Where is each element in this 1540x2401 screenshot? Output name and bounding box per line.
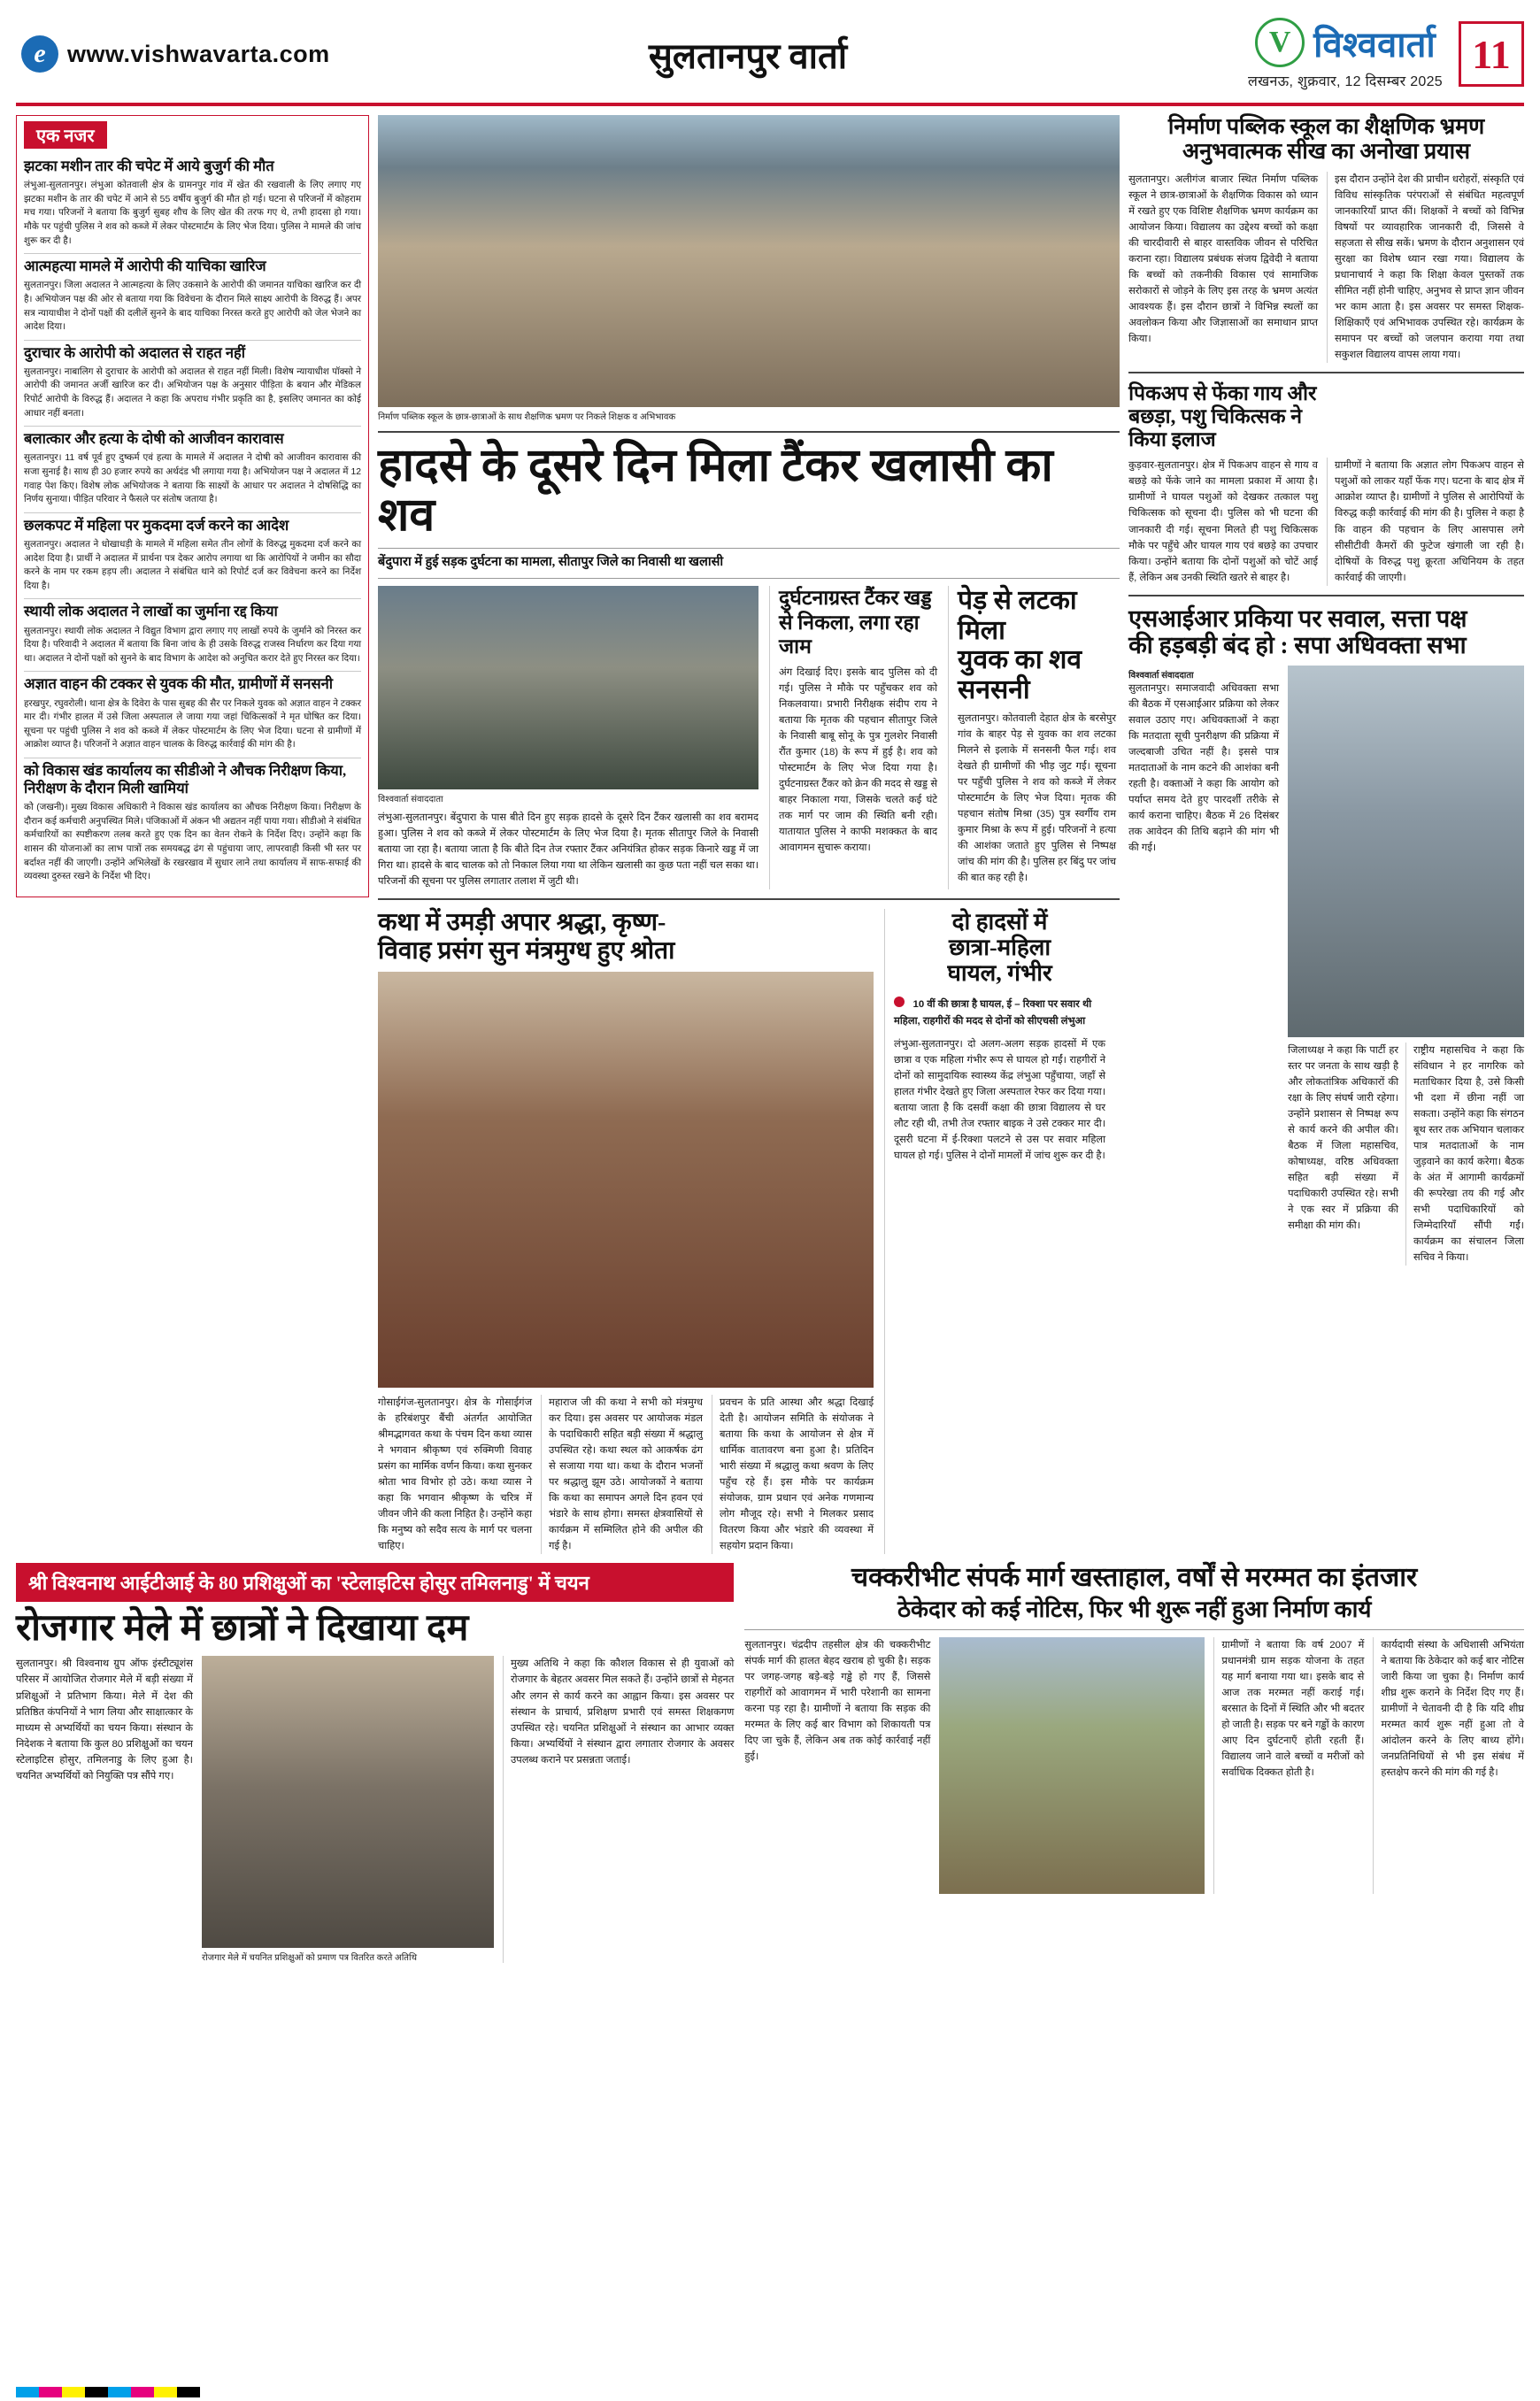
katha-photo <box>378 972 874 1388</box>
page-number: 11 <box>1459 21 1524 87</box>
accident-headline-1: दो हादसों में <box>951 909 1048 935</box>
bullet-icon <box>894 997 905 1007</box>
hanging-headline-3: सनसनी <box>958 674 1030 704</box>
cow-body-col1: कुड़वार-सुलतानपुर। क्षेत्र में पिकअप वाहन से गाय व बछड़े को फेंके जाने का मामला प्रकाश में आया है। ग्रामीणों ने घायल पशुओं को देखकर तत्काल पशु चिकित्सक को सूचना दी। पुलिस को भी घटना की जानकारी दी गई। सूचना मिलते ही पशु चिकित्सक मौके पर पहुँचे और घायल गाय एवं बछड़े का उपचार किया। उन्होंने बताया कि दोनों पशुओं को चोटें आई हैं, लेकिन अब उनकी स्थिति खतरे से बाहर है। <box>1128 460 1319 583</box>
tanker-headline: हादसे के दूसरे दिन मिला टैंकर खलासी का शव <box>378 441 1053 542</box>
masthead-right <box>1064 18 1524 90</box>
school-body-col1: सुलतानपुर। अलीगंज बाजार स्थित निर्माण पब्लिक स्कूल ने छात्र-छात्राओं के शैक्षणिक विकास को ध्यान में रखते हुए एक विशिष्ट शैक्षणिक भ्रमण कार्यक्रम का आयोजन किया। विद्यालय का उद्देश्य बच्चों को कक्षा की चारदीवारी से बाहर वास्तविक जीवन से परिचित कराना रहा। विद्यालय प्रबंधक संजय द्विवेदी ने बताया कि बच्चों को तकनीकी विकास एवं सामाजिक सरोकारों से जोड़ने के लिए इस तरह के भ्रमण अत्यंत आवश्यक हैं। इस दौरान छात्रों ने विभिन्न स्थलों का अवलोकन किया और जिज्ञासाओं का समाधान प्राप्त किया। <box>1128 174 1319 345</box>
news-brief-headline: बलात्कार और हत्या के दोषी को आजीवन कारावास <box>24 430 284 448</box>
list-item <box>24 758 361 889</box>
brand-name: विश्ववार्ता <box>1313 24 1436 65</box>
photo-credit: विश्ववार्ता संवाददाता <box>1128 671 1194 681</box>
brand-logo-icon: V <box>1255 18 1305 67</box>
road-headline-2: ठेकेदार को कई नोटिस, फिर भी शुरू नहीं हुआ निर्माण कार्य <box>897 1596 1372 1622</box>
photo-caption: निर्माण पब्लिक स्कूल के छात्र-छात्राओं के साथ शैक्षणिक भ्रमण पर निकले शिक्षक व अभिभावक <box>378 412 676 422</box>
katha-body-col1: गोसाईगंज-सुलतानपुर। क्षेत्र के गोसाईगंज के हरिबंशपुर बैंची अंतर्गत आयोजित श्रीमद्भागवत कथा के पंचम दिन कथा व्यास ने भगवान श्रीकृष्ण एवं रुक्मिणी विवाह प्रसंग का मार्मिक वर्णन किया। कथा सुनकर श्रोता भाव विभोर हो उठे। कथा व्यास ने कहा कि भगवान श्रीकृष्ण के चरित्र में जीवन जीने की कला निहित है। उन्होंने कहा कि मनुष्य को सदैव सत्य के मार्ग पर चलना चाहिए। <box>378 1397 533 1552</box>
road-body-col2: ग्रामीणों ने बताया कि वर्ष 2007 में प्रधानमंत्री ग्राम सड़क योजना के तहत यह मार्ग बनाया गया था। इसके बाद से आज तक मरम्मत नहीं कराई गई। बरसात के दिनों में स्थिति और भी बदतर हो जाती है। सड़क पर बने गड्ढों के कारण आए दिन दुर्घटनाएँ होती रहती हैं। विद्यालय जाने वाले बच्चों व मरीजों को सर्वाधिक दिक्कत होती है। <box>1213 1637 1364 1894</box>
accident-bullet-text: 10 वीं की छात्रा है घायल, ई – रिक्शा पर सवार थी महिला, राहगीरों की मदद से दोनों को सीएचसी लंभुआ <box>894 998 1092 1027</box>
masthead-left <box>16 35 432 73</box>
cow-headline-3: किया इलाज <box>1128 427 1216 450</box>
site-url[interactable]: www.vishwavarta.com <box>67 40 330 67</box>
hanging-body-col1: सुलतानपुर। कोतवाली देहात क्षेत्र के बरसेपुर गांव के बाहर पेड़ से युवक का शव लटका मिलने से इलाके में सनसनी फैल गई। शव देखते ही ग्रामीणों की भीड़ जुट गई। सूचना पर पहुँची पुलिस ने शव को कब्जे में लेकर पोस्टमार्टम के लिए भेज दिया। मृतक की पहचान संतोष मिश्रा (35) पुत्र स्वर्गीय राम कुमार मिश्रा के रूप में हुई। परिजनों ने हत्या की आशंका जताते हुए पुलिस से निष्पक्ष जांच की मांग की है। पुलिस हर बिंदु पर जांच की बात कह रही है। <box>958 712 1117 883</box>
masthead <box>16 11 1524 106</box>
sir-body-col1: सुलतानपुर। समाजवादी अधिवक्ता सभा की बैठक में एसआईआर प्रक्रिया को लेकर सवाल उठाए गए। अधिवक्ताओं ने कहा कि मतदाता सूची पुनरीक्षण की प्रक्रिया में जल्दबाजी उचित नहीं है। इससे पात्र मतदाताओं के नाम कटने की आशंका बनी रहती है। वक्ताओं ने कहा कि आयोग को पर्याप्त समय देते हुए पारदर्शी तरीके से कार्य कराना चाहिए। बैठक में 26 दिसंबर तक आवेदन की तिथि बढ़ाने की मांग भी की गई। <box>1128 683 1280 854</box>
tanker-body-col2: अंग दिखाई दिए। इसके बाद पुलिस को दी गई। पुलिस ने मौके पर पहुँचकर शव को निकलवाया। प्रभारी निरीक्षक संदीप राय ने बताया कि मृतक की पहचान सीतापुर जिले के निवासी बाबू सोनू के पुत्र गुलशेर निवासी रौंत कुमार (18) के रूप में हुई है। शव को पोस्टमार्टम के लिए भेज दिया गया है। दुर्घटनाग्रस्त टैंकर को क्रेन की मदद से खड्ड से बाहर निकाला गया, जिसके चलते कई घंटे तक मार्ग पर जाम की स्थिति बनी रही। यातायात पुलिस ने काफी मशक्कत के बाद आवागमन सुचारू कराया। <box>779 666 938 854</box>
school-headline-2: अनुभवात्मक सीख का अनोखा प्रयास <box>1182 140 1471 164</box>
news-brief-headline: छलकपट में महिला पर मुकदमा दर्ज करने का आदेश <box>24 516 289 534</box>
brand-dateline: लखनऊ, शुक्रवार, 12 दिसम्बर 2025 <box>1247 74 1443 89</box>
ek-nazar-title: एक नजर <box>24 121 107 149</box>
katha-headline-1: कथा में उमड़ी अपार श्रद्धा, कृष्ण- <box>378 909 666 937</box>
column-middle <box>378 115 1120 1554</box>
news-brief-headline: झटका मशीन तार की चपेट में आये बुजुर्ग की मौत <box>24 158 274 174</box>
list-item <box>24 154 361 254</box>
list-item <box>24 254 361 341</box>
accident-body: लंभुआ-सुलतानपुर। दो अलग-अलग सड़क हादसों में एक छात्रा व एक महिला गंभीर रूप से घायल हो गईं। राहगीरों ने दोनों को सामुदायिक स्वास्थ्य केंद्र लंभुआ पहुँचाया, जहाँ से हालत गंभीर देखते हुए जिला अस्पताल रेफर कर दिया गया। बताया जाता है कि दसवीं कक्षा की छात्रा विद्यालय से घर लौट रही थी, तभी तेज रफ्तार बाइक ने उसे टक्कर मार दी। दूसरी घटना में ई-रिक्शा पलटने से उस पर सवार महिला घायल हो गई। पुलिस ने दोनों मामलों में जांच शुरू कर दी है। <box>894 1038 1106 1161</box>
page-content <box>16 115 1524 1554</box>
road-headline-1: चक्करीभीट संपर्क मार्ग खस्ताहाल, वर्षों से मरम्मत का इंतजार <box>851 1563 1418 1593</box>
promo-strip: श्री विश्वनाथ आईटीआई के 80 प्रशिक्षुओं का 'स्टेलाइटिस होसुर तमिलनाडु' में चयन <box>16 1563 734 1602</box>
masthead-center <box>432 30 1064 79</box>
news-brief-headline: आत्महत्या मामले में आरोपी की याचिका खारिज <box>24 258 266 275</box>
news-brief-headline: दुराचार के आरोपी को अदालत से राहत नहीं <box>24 343 246 361</box>
katha-body-col3: प्रवचन के प्रति आस्था और श्रद्धा दिखाई देती है। आयोजन समिति के संयोजक ने बताया कि कथा के आयोजन से क्षेत्र में धार्मिक वातावरण बना हुआ है। प्रतिदिन भारी संख्या में श्रद्धालु कथा श्रवण के लिए पहुँच रहे हैं। इस मौके पर कार्यक्रम संयोजक, ग्राम प्रधान एवं अनेक गणमान्य लोग मौजूद रहे। सभी ने मिलकर प्रसाद वितरण किया और भंडारे की व्यवस्था में सहयोग प्रदान किया। <box>712 1395 874 1554</box>
photo-credit: विश्ववार्ता संवाददाता <box>378 795 443 805</box>
road-body-col3: कार्यदायी संस्था के अधिशासी अभियंता ने बताया कि ठेकेदार को कई बार नोटिस जारी किया जा चुका है। निर्माण कार्य शीघ्र शुरू कराने के निर्देश दिए गए हैं। ग्रामीणों ने चेतावनी दी है कि यदि शीघ्र मरम्मत कार्य शुरू नहीं हुआ तो वे आंदोलन करने के लिए बाध्य होंगे। जनप्रतिनिधियों से भी इस संबंध में हस्तक्षेप करने की मांग की गई है। <box>1373 1637 1524 1894</box>
news-brief-headline: स्थायी लोक अदालत ने लाखों का जुर्माना रद्द किया <box>24 603 278 620</box>
sir-headline-1: एसआईआर प्रकिया पर सवाल, सत्ता पक्ष <box>1128 604 1467 632</box>
rojgar-headline: रोजगार मेले में छात्रों ने दिखाया दम <box>16 1608 469 1650</box>
list-item <box>24 672 361 758</box>
list-item <box>24 341 361 427</box>
rojgar-block <box>16 1563 734 1963</box>
tanker-accident-photo <box>378 586 758 789</box>
tanker-subhead: बेंदुपारा में हुई सड़क दुर्घटना का मामला, सीतापुर जिले का निवासी था खलासी <box>378 555 724 570</box>
katha-body-col2: महाराज जी की कथा ने सभी को मंत्रमुग्ध कर दिया। इस अवसर पर आयोजक मंडल के पदाधिकारी सहित बड़ी संख्या में श्रद्धालु उपस्थित रहे। कथा स्थल को आकर्षक ढंग से सजाया गया था। कथा के दौरान भजनों पर श्रद्धालु झूम उठे। आयोजकों ने बताया कि कथा का समापन अगले दिन हवन एवं भंडारे के साथ होगा। समस्त क्षेत्रवासियों से कार्यक्रम में सम्मिलित होने की अपील की गई है। <box>541 1395 703 1554</box>
edition-title: सुलतानपुर वार्ता <box>648 35 848 76</box>
e-paper-icon: e <box>21 35 58 73</box>
road-block <box>744 1563 1524 1963</box>
school-headline-1: निर्माण पब्लिक स्कूल का शैक्षणिक भ्रमण <box>1167 115 1485 139</box>
news-brief-body: सुलतानपुर। नाबालिग से दुराचार के आरोपी को अदालत से राहत नहीं मिली। विशेष न्यायाधीश पॉक्सो ने आरोपी की जमानत अर्जी खारिज कर दी। अभियोजन पक्ष के अनुसार पीड़िता के बयान और मेडिकल रिपोर्ट आरोपी के विरुद्ध हैं। अदालत ने कहा कि अपराध गंभीर प्रकृति का है, इसलिए जमानत का कोई आधार नहीं बनता। <box>24 366 362 419</box>
school-body-col2: इस दौरान उन्होंने देश की प्राचीन धरोहरों, संस्कृति एवं विविध सांस्कृतिक परंपराओं से संबंधित महत्वपूर्ण जानकारियाँ प्राप्त कीं। शिक्षकों ने बच्चों को विभिन्न विषयों पर व्यावहारिक जानकारी दी, जिससे वे सहजता से सीख सकें। भ्रमण के दौरान अनुशासन एवं सुरक्षा का विशेष ध्यान रखा गया। विद्यालय के प्रधानाचार्य ने कहा कि शिक्षा केवल पुस्तकों तक सीमित नहीं होनी चाहिए, अनुभव से प्राप्त ज्ञान जीवन भर काम आता है। इस अवसर पर समस्त शिक्षक-शिक्षिकाएँ एवं अभिभावक उपस्थित रहे। कार्यक्रम के समापन पर बच्चों को जलपान कराया गया तथा सकुशल विद्यालय वापस लाया गया। <box>1327 172 1524 363</box>
news-brief-body: लंभुआ-सुलतानपुर। लंभुआ कोतवाली क्षेत्र के ग्रामनपुर गांव में खेत की रखवाली के लिए लगाए गए झटका मशीन के तार की चपेट में आने से 55 वर्षीय बुजुर्ग की मौत हो गई। घटना से परिजनों में कोहराम मच गया। परिजनों ने बताया कि बुजुर्ग सुबह शौच के लिए खेत की तरफ गए थे, तभी हादसा हो गया। मौके पर पहुंची पुलिस ने शव को कब्जे में लेकर पोस्टमार्टम के लिए भेज दिया। पुलिस ने मामले की जांच शुरू कर दी है। <box>24 181 362 246</box>
news-brief-headline: कोे विकास खंड कार्यालय का सीडीओ ने औचक निरीक्षण किया, निरीक्षण के दौरान मिली खामियां <box>24 761 347 797</box>
damaged-road-photo <box>939 1637 1205 1894</box>
accident-headline-2: छात्रा-महिला <box>948 935 1051 961</box>
school-trip-photo <box>378 115 1120 407</box>
column-left <box>16 115 369 1554</box>
tanker-side-headline: दुर्घटनाग्रस्त टैंकर खड्ड से निकला, लगा रहा जाम <box>779 587 932 658</box>
brand-block <box>1248 18 1443 90</box>
ek-nazar-box <box>16 115 369 897</box>
news-brief-body: सुलतानपुर। अदालत ने धोखाधड़ी के मामले में महिला समेत तीन लोगों के विरुद्ध मुकदमा दर्ज करने का आदेश दिया है। प्रार्थी ने अदालत में प्रार्थना पत्र देकर आरोप लगाया था कि आरोपियों ने जमीन का सौदा करने के नाम पर रकम हड़प ली। अदालत ने संबंधित थाने को रिपोर्ट दर्ज कर विवेचना करने का निर्देश दिया है। <box>24 539 362 591</box>
news-brief-headline: अज्ञात वाहन की टक्कर से युवक की मौत, ग्रामीणों में सनसनी <box>24 675 334 693</box>
cow-headline-2: बछड़ा, पशु चिकित्सक ने <box>1128 404 1303 427</box>
column-right <box>1128 115 1524 1554</box>
list-item <box>24 513 361 600</box>
road-body-col1: सुलतानपुर। चंद्रदीप तहसील क्षेत्र की चक्करीभीट संपर्क मार्ग की हालत बेहद खराब हो चुकी है। सड़क पर जगह-जगह बड़े-बड़े गड्ढे हो गए हैं, जिससे राहगीरों को आवागमन में भारी परेशानी का सामना करना पड़ रहा है। ग्रामीणों ने बताया कि सड़क की मरम्मत के लिए कई बार विभाग को शिकायती पत्र दिए जा चुके हैं, लेकिन अब तक कोई कार्रवाई नहीं हुई। <box>744 1639 931 1762</box>
sir-body-col2: जिलाध्यक्ष ने कहा कि पार्टी हर स्तर पर जनता के साथ खड़ी है और लोकतांत्रिक अधिकारों की रक्षा के लिए संघर्ष जारी रहेगा। उन्होंने प्रशासन से निष्पक्ष रूप से कार्य करने की अपील की। बैठक में जिला महासचिव, कोषाध्यक्ष, वरिष्ठ अधिवक्ता सहित बड़ी संख्या में पदाधिकारी उपस्थित रहे। सभी ने एक स्वर में प्रक्रिया की समीक्षा की मांग की। <box>1288 1045 1399 1232</box>
news-brief-body: सुलतानपुर। स्थायी लोक अदालत ने विद्युत विभाग द्वारा लगाए गए लाखों रुपये के जुर्माने को निरस्त कर दिया है। परिवादी ने अदालत में बताया कि बिना जांच के ही उसके विरुद्ध राजस्व निर्धारण कर दिया गया था। अदालत ने दोनों पक्षों को सुनने के बाद विभाग के आदेश को अनुचित करार देते हुए निरस्त कर दिया। <box>24 626 362 664</box>
sapa-advocate-meeting-photo <box>1288 666 1524 1037</box>
news-brief-body: सुलतानपुर। जिला अदालत ने आत्महत्या के लिए उकसाने के आरोपी की जमानत याचिका खारिज कर दी है। अभियोजन पक्ष की ओर से बताया गया कि विवेचना के दौरान मिले साक्ष्य आरोपी के विरुद्ध हैं। अपर सत्र न्यायाधीश ने दोनों पक्षों की दलीलें सुनने के बाद याचिका निरस्त करते हुए आरोपी को जेल भेजने का आदेश दिया। <box>24 281 362 333</box>
news-brief-body: सुलतानपुर। 11 वर्ष पूर्व हुए दुष्कर्म एवं हत्या के मामले में अदालत ने दोषी को आजीवन कारावास की सजा सुनाई है। साथ ही 30 हजार रुपये का अर्थदंड भी लगाया गया है। अभियोजन पक्ष ने अदालत में 12 गवाह पेश किए। विशेष लोक अभियोजक ने बताया कि साक्ष्यों के आधार पर अदालत ने दोषसिद्धि का निर्णय सुनाया। पीड़ित परिवार ने फैसले पर संतोष जताया है। <box>24 453 362 505</box>
hanging-headline-2: युवक का शव <box>958 645 1082 675</box>
list-item <box>24 599 361 672</box>
hanging-headline-1: पेड़ से लटका मिला <box>958 586 1077 645</box>
job-fair-photo <box>202 1656 494 1948</box>
sir-body-col3: राष्ट्रीय महासचिव ने कहा कि संविधान ने हर नागरिक को मताधिकार दिया है, उसे किसी भी दशा में छीना नहीं जा सकता। उन्होंने कहा कि संगठन बूथ स्तर तक अभियान चलाकर पात्र मतदाताओं के नाम जुड़वाने का कार्य करेगा। बैठक के अंत में आगामी कार्यक्रमों की रूपरेखा तय की गई और सभी पदाधिकारियों को जिम्मेदारियाँ सौंपी गईं। कार्यक्रम का संचालन जिला सचिव ने किया। <box>1405 1043 1524 1266</box>
photo-caption: रोजगार मेले में चयनित प्रशिक्षुओं को प्रमाण पत्र वितरित करते अतिथि <box>202 1953 417 1964</box>
bottom-section <box>16 1563 1524 1963</box>
list-item <box>24 427 361 513</box>
print-color-bars <box>16 2387 200 2397</box>
sir-headline-2: की हड़बड़ी बंद हो : सपा अधिवक्ता सभा <box>1128 631 1467 658</box>
accident-headline-3: घायल, गंभीर <box>947 960 1052 987</box>
rojgar-body-col1: सुलतानपुर। श्री विश्वनाथ ग्रुप ऑफ इंस्टीट्यूशंस परिसर में आयोजित रोजगार मेले में बड़ी संख्या में प्रशिक्षुओं ने प्रतिभाग किया। मेले में देश की प्रतिष्ठित कंपनियों ने भाग लिया और साक्षात्कार के माध्यम से अभ्यर्थियों का चयन किया। संस्थान के निदेशक ने बताया कि कुल 80 प्रशिक्षुओं का चयन स्टेलाइटिस होसुर, तमिलनाडु के लिए हुआ है। चयनित अभ्यर्थियों को नियुक्ति पत्र सौंपे गए। <box>16 1658 193 1782</box>
news-brief-body: कोे (जखनी)। मुख्य विकास अधिकारी ने विकास खंड कार्यालय का औचक निरीक्षण किया। निरीक्षण के दौरान कई कर्मचारी अनुपस्थित मिले। पंजिकाओं में अंकन भी अद्यतन नहीं पाया गया। सीडीओ ने संबंधित कर्मचारियों का स्पष्टीकरण तलब करते हुए एक दिन का वेतन रोकने के निर्देश दिए। उन्होंने कहा कि शासन की योजनाओं का लाभ पात्रों तक समयबद्ध ढंग से पहुंचाया जाए, लापरवाही किसी भी स्तर पर बर्दाश्त नहीं की जाएगी। उन्होंने अभिलेखों के रखरखाव में सुधार लाने तथा कार्यालय में साफ-सफाई की व्यवस्था दुरुस्त रखने के निर्देश भी दिए। <box>24 803 362 882</box>
tanker-body-col1: लंभुआ-सुलतानपुर। बेंदुपारा के पास बीते दिन हुए सड़क हादसे के दूसरे दिन टैंकर खलासी का शव बरामद हुआ। पुलिस ने शव को कब्जे में लेकर पोस्टमार्टम के लिए भेज दिया है। मृतक सीतापुर जिले के निवासी बताया जा रहा है। बताया जाता है कि बीते दिन तेज रफ्तार टैंकर अनियंत्रित होकर सड़क किनारे खड्ड में जा गिरा था। हादसे के बाद चालक को तो निकाल लिया गया था लेकिन खलासी का कुछ पता नहीं चल सका था। परिजनों की सूचना पर पुलिस लगातार तलाश में जुटी थी। <box>378 812 759 888</box>
rojgar-body-col2: मुख्य अतिथि ने कहा कि कौशल विकास से ही युवाओं को रोजगार के बेहतर अवसर मिल सकते हैं। उन्होंने छात्रों से मेहनत और लगन से कार्य करने का आह्वान किया। इस अवसर पर संस्थान के प्राचार्य, प्रशिक्षण प्रभारी एवं समस्त शिक्षकगण उपस्थित रहे। चयनित प्रशिक्षुओं ने संस्थान का आभार व्यक्त किया। अभ्यर्थियों ने संस्थान द्वारा लगातार रोजगार के अवसर उपलब्ध कराने पर प्रसन्नता जताई। <box>503 1656 734 1963</box>
katha-headline-2: विवाह प्रसंग सुन मंत्रमुग्ध हुए श्रोता <box>378 936 675 965</box>
cow-body-col2: ग्रामीणों ने बताया कि अज्ञात लोग पिकअप वाहन से पशुओं को लाकर यहाँ फेंक गए। घटना के बाद क्षेत्र में आक्रोश व्याप्त है। ग्रामीणों ने पुलिस से आरोपियों के विरुद्ध कड़ी कार्रवाई की मांग की है। पुलिस ने कहा है कि वाहन की पहचान के लिए आसपास लगे सीसीटीवी कैमरों की फुटेज खंगाली जा रही है। दोषियों के विरुद्ध पशु क्रूरता अधिनियम के तहत कार्रवाई की जाएगी। <box>1327 458 1524 585</box>
cow-headline-1: पिकअप से फेंका गाय और <box>1128 382 1317 405</box>
news-brief-body: हरखपुर, रघुवरोली। थाना क्षेत्र के दिवेरा के पास सुबह की सैर पर निकले युवक को अज्ञात वाहन ने टक्कर मार दी। गंभीर हालत में उसे जिला अस्पताल ले जाया गया जहां चिकित्सकों ने मृत घोषित कर दिया। सूचना पर पहुंची पुलिस ने शव को कब्जे में लेकर पोस्टमार्टम के लिए भेज दिया। घटना से ग्रामीणों में आक्रोश व्याप्त है। परिजनों ने अज्ञात वाहन चालक के विरुद्ध कार्रवाई की मांग की है। <box>24 698 362 750</box>
